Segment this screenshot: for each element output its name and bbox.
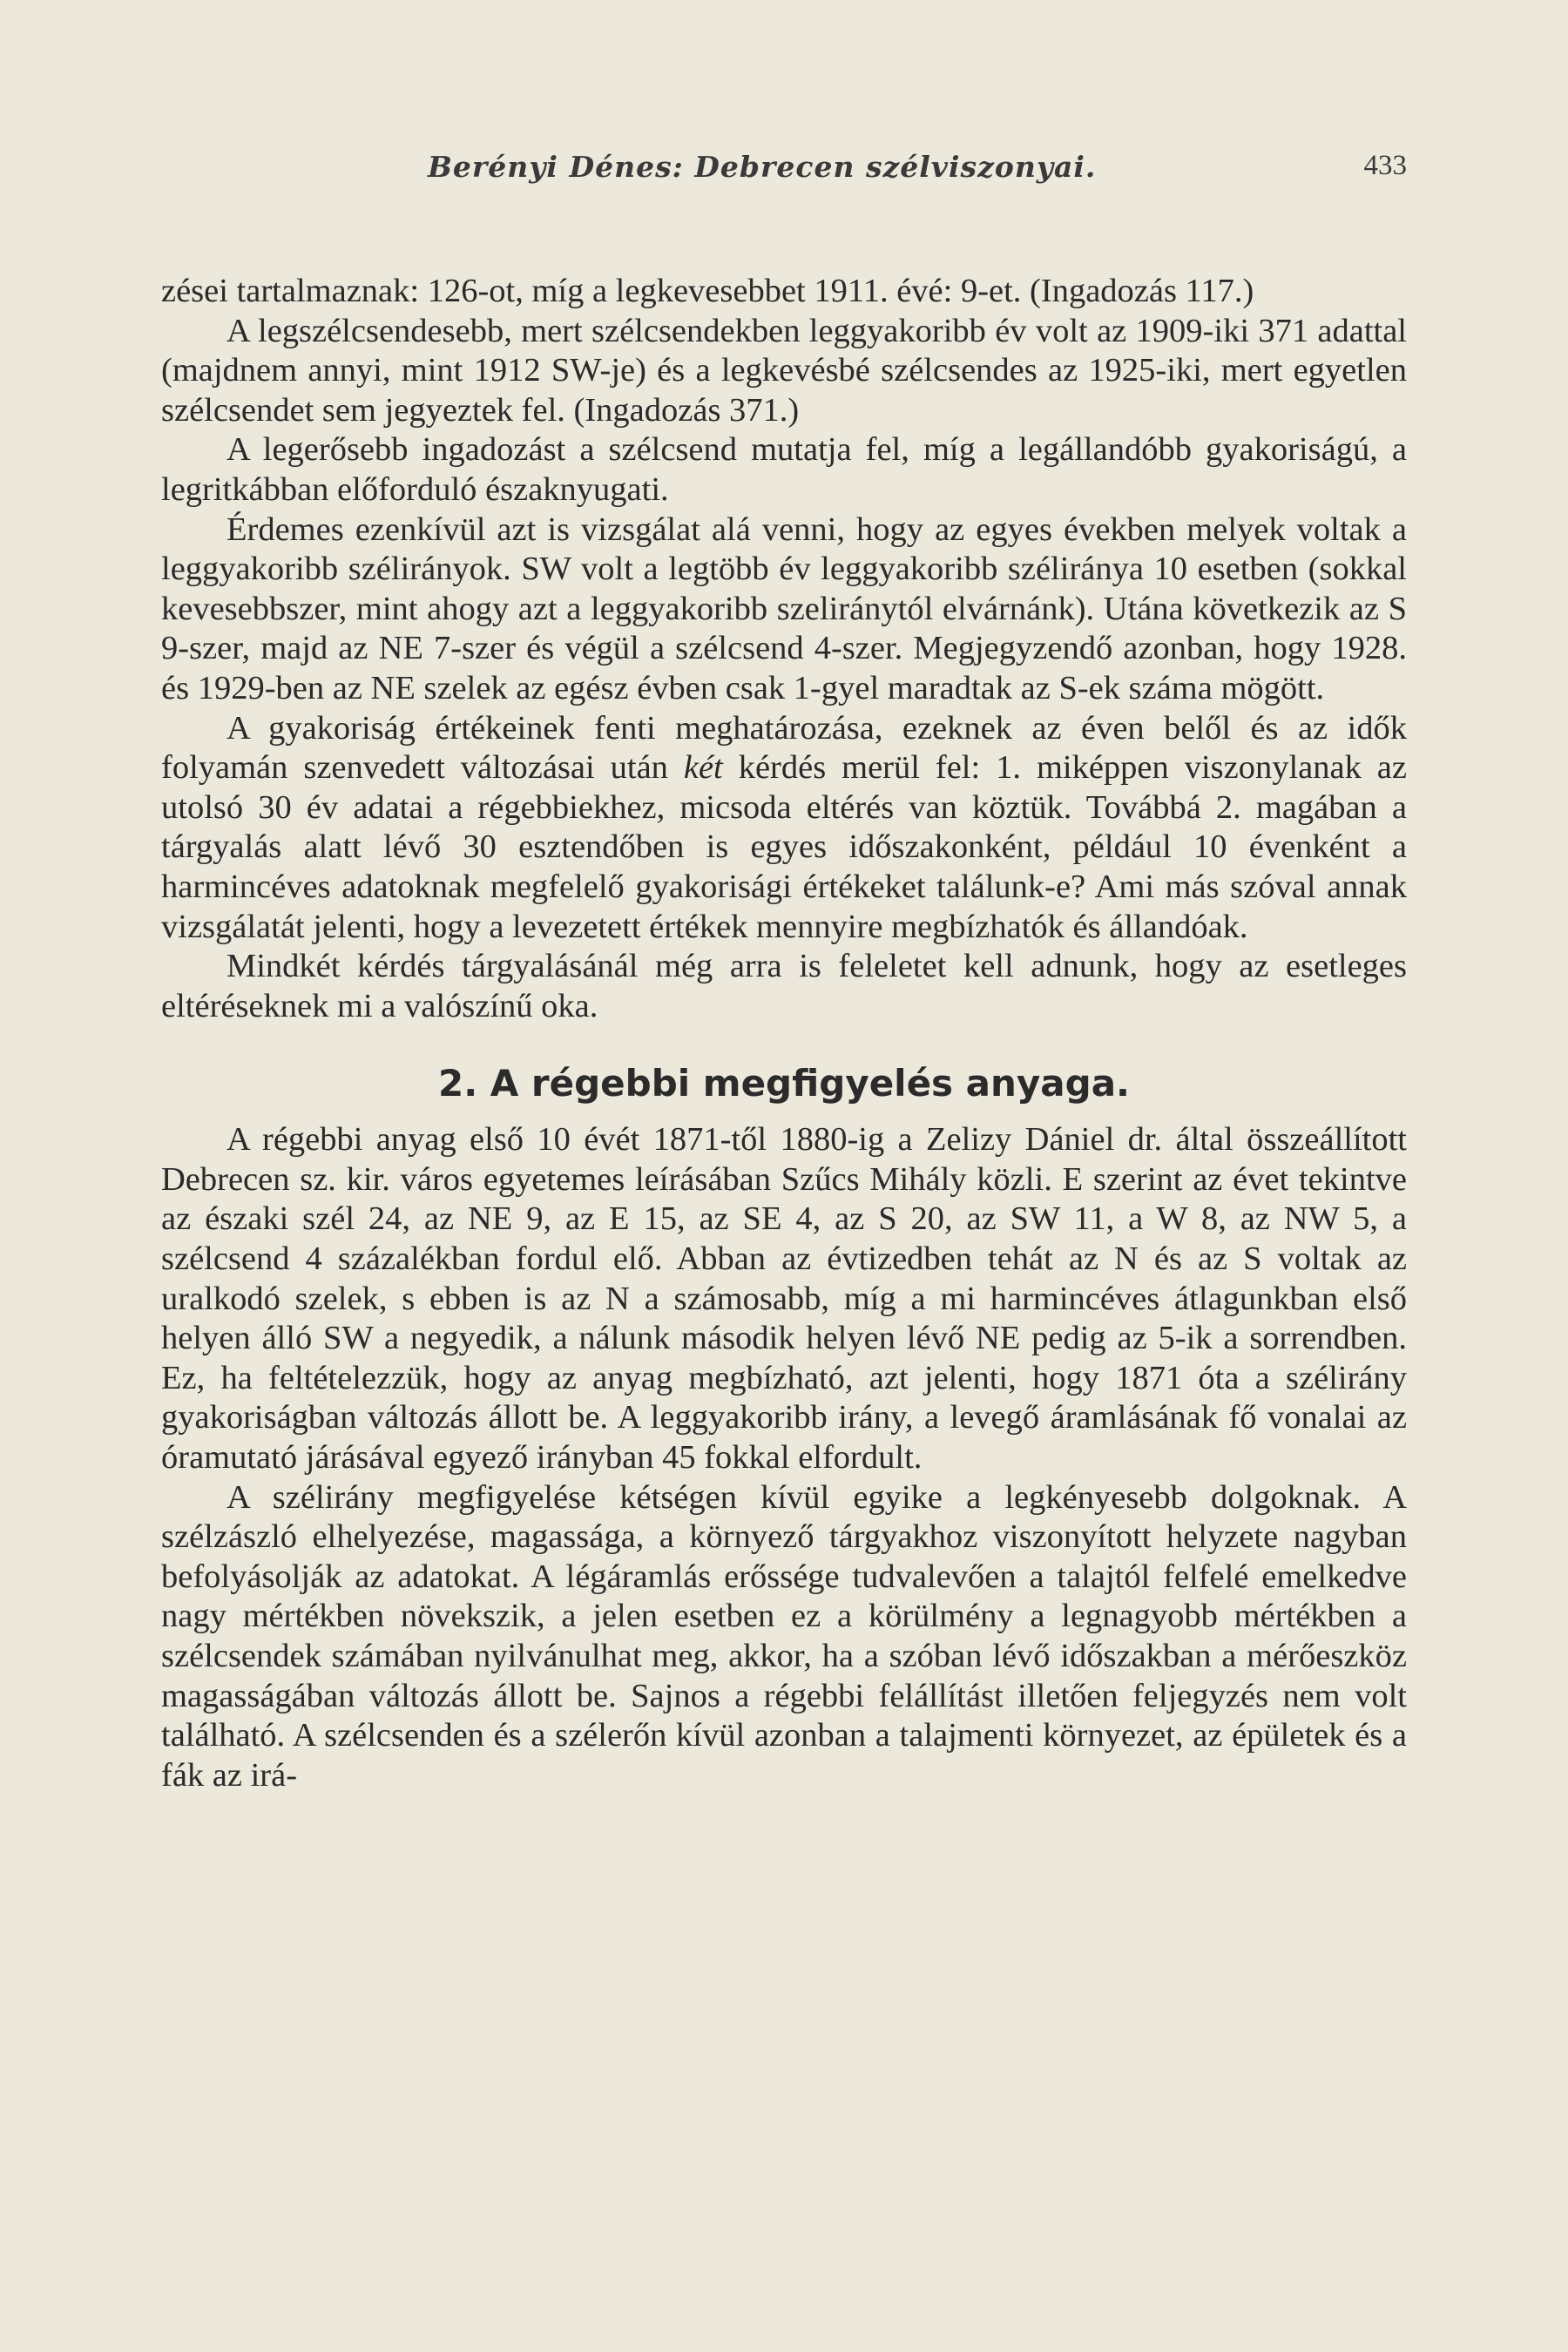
paragraph: Mindkét kérdés tárgyalásánál még arra is feleletet kell adnunk, hogy az esetleges eltéréseknek mi a valószínű oka. xyxy=(161,948,1407,1024)
paragraph-text: A gyakoriság értékeinek fenti meghatározása, ezeknek az éven belől és az idők folyamán szenvedett változásai után xyxy=(161,709,1407,787)
paragraph: A legszélcsendesebb, mert szélcsendekben leggyakoribb év volt az 1909-iki 371 adattal (majdnem annyi, mint 1912 SW-je) és a legkevésbé szélcsendes az 1925-iki, mert egyetlen szélcsendet sem jegyeztek fel. (Ingadozás 371.) xyxy=(161,312,1407,429)
paragraph: A legerősebb ingadozást a szélcsend mutatja fel, míg a legállandóbb gyakoriságú, a legritkábban előforduló északnyugati. xyxy=(161,431,1407,508)
paragraph: A régebbi anyag első 10 évét 1871-től 1880-ig a Zelizy Dániel dr. által összeállított Debrecen sz. kir. város egyetemes leírásában Szűcs Mihály közli. E szerint az évet tekintve az északi szél 24, az NE 9, az E 15, az SE 4, az S 20, az SW 11, a W 8, az NW 5, a szélcsend 4 százalékban fordul elő. Abban az évtizedben tehát az N és az S voltak az uralkodó szelek, s ebben is az N a számosabb, míg a mi harmincéves átlagunkban első helyen álló SW a negyedik, a nálunk második helyen lévő NE pedig az 5-ik a sorrendben. Ez, ha feltételezzük, hogy az anyag megbízható, azt jelenti, hogy 1871 óta a szélirány gyakoriságban változás állott be. A leggyakoribb irány, a levegő áramlásának fő vonalai az óramutató járásával egyező irányban 45 fokkal elfordult. xyxy=(161,1121,1407,1477)
body-text xyxy=(161,272,1407,1795)
section-heading: 2. A régebbi megfigyelés anyaga. xyxy=(437,1062,1131,1105)
paragraph xyxy=(161,709,1407,948)
paragraph: A szélirány megfigyelése kétségen kívül egyike a legkényesebb dolgoknak. A szélzászló elhelyezése, magassága, a környező tárgyakhoz viszonyított helyzete nagyban befolyásolják az adatokat. A légáramlás erőssége tudvalevően a talajtól felfelé emelkedve nagy mértékben növekszik, a jelen esetben ez a körülmény a legnagyobb mértékben a szélcsendek számában nyilvánulhat meg, akkor, ha a szóban lévő időszakban a mérőeszköz magasságában változás állott be. Sajnos a régebbi felállítást illetően feljegyzés nem volt található. A szélcsenden és a szélerőn kívül azonban a talajmenti környezet, az épületek és a fák az irá- xyxy=(161,1478,1407,1794)
page-header xyxy=(161,150,1407,202)
paragraph-text: kérdés merül fel: 1. miképpen viszonylanak az utolsó 30 év adatai a régebbiekhez, micsoda eltérés van köztük. Továbbá 2. magában a tárgyalás alatt lévő 30 esztendőben is egyes időszakonként, például 10 évenként a harmincéves adatoknak megfelelő gyakorisági értékeket találunk-e? Ami más szóval annak vizsgálatát jelenti, hogy a levezetett értékek mennyire megbízhatók és állandóak. xyxy=(161,749,1407,945)
running-title: Berényi Dénes: Debrecen szélviszonyai. xyxy=(428,150,1097,184)
paragraph: Érdemes ezenkívül azt is vizsgálat alá venni, hogy az egyes években melyek voltak a leggyakoribb szélirányok. SW volt a legtöbb év leggyakoribb széliránya 10 esetben (sokkal kevesebbszer, mint ahogy azt a leggyakoribb szeliránytól elvárnánk). Utána következik az S 9-szer, majd az NE 7-szer és végül a szélcsend 4-szer. Megjegyzendő azonban, hogy 1928. és 1929-ben az NE szelek az egész évben csak 1-gyel maradtak az S-ek száma mögött. xyxy=(161,510,1407,706)
page-number: 433 xyxy=(1363,150,1407,181)
paragraph: zései tartalmaznak: 126-ot, míg a legkevesebbet 1911. évé: 9-et. (Ingadozás 117.) xyxy=(161,273,1254,309)
italic-word: két xyxy=(683,749,723,787)
